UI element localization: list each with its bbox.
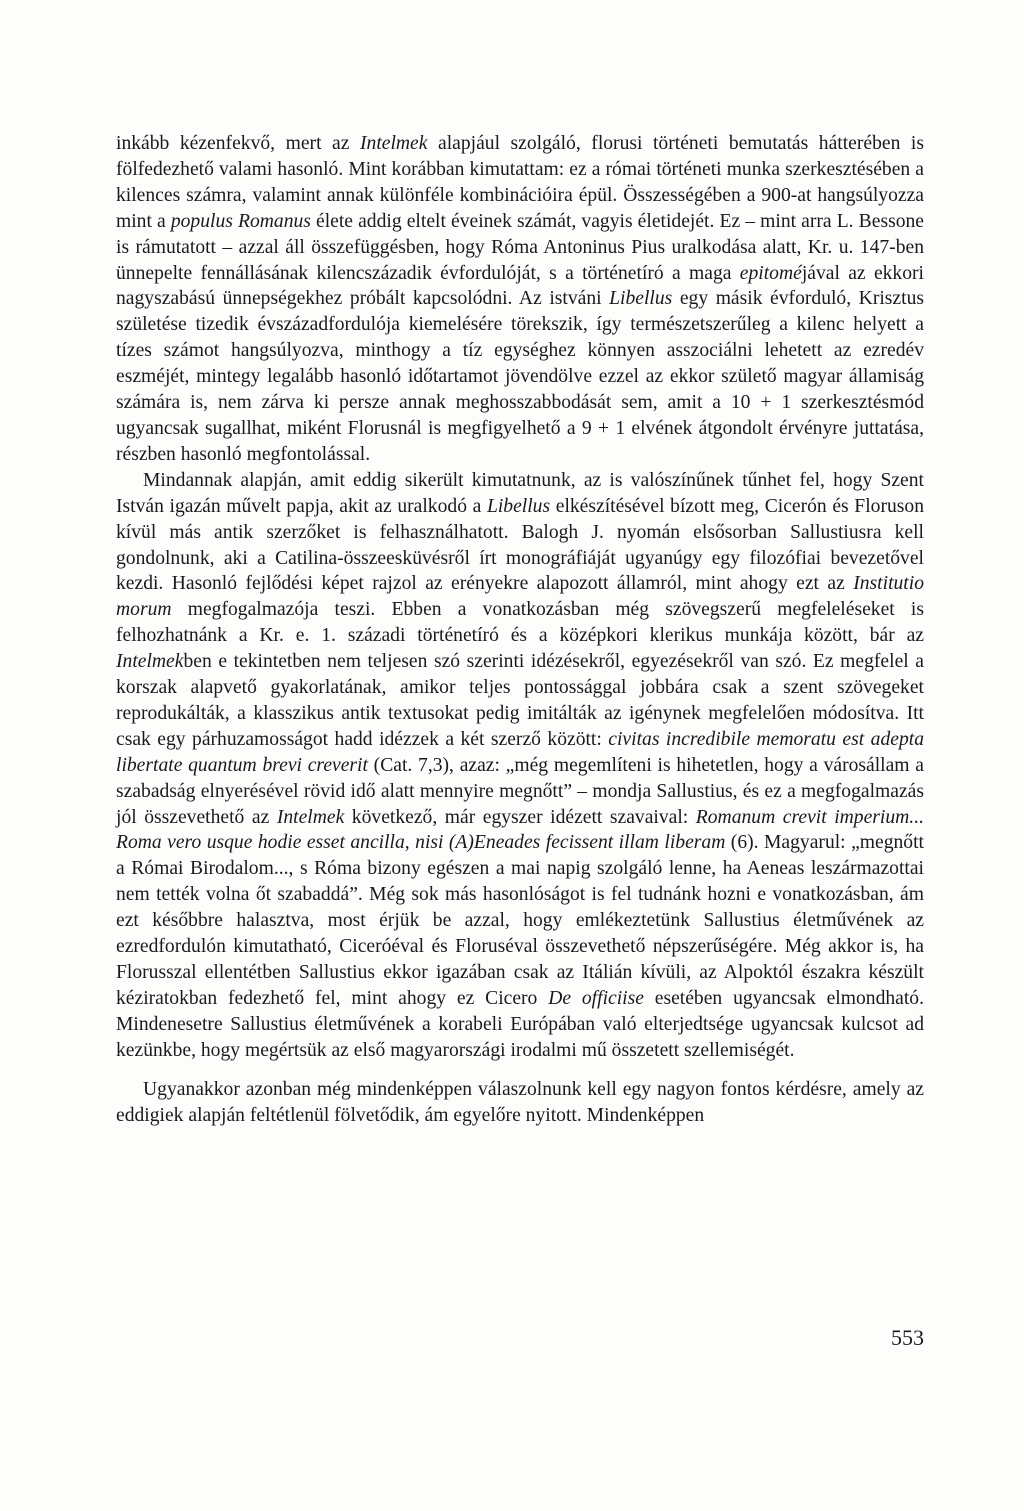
italic-text: Intelmek — [276, 806, 345, 828]
italic-text: Intelmek — [360, 133, 428, 154]
text-run: élete addig eltelt éveinek számát, vagyis életidejét. Ez – mint arra L. Bessone is rámutatott – azzal áll összefüggésben, hogy Róma Antoninus Pius uralkodása alatt, Kr. u. 147-ben ünnepelte fennállásának kilencszázadik évfordulóját, s a történetíró a maga — [116, 210, 924, 284]
italic-text: epitomé — [739, 262, 802, 284]
italic-text: Institutio morum — [116, 573, 924, 621]
text-run: esetében ugyancsak elmondható. Mindenesetre Sallustius életművének a korabeli Európában való elterjedtsége ugyancsak kulcsot ad kezünkbe, hogy megértsük az első magyarországi irodalmi mű összetett szellemiségét. — [116, 987, 925, 1061]
italic-text: Libellus — [609, 288, 673, 310]
text-run: következő, már egyszer idézett szavaival: — [344, 806, 696, 828]
italic-text: Romanum crevit imperium... Roma vero usque hodie esset ancilla, nisi (A)Eneades fecissent illam liberam — [116, 806, 924, 854]
text-run: elkészítésével bízott meg, Cicerón és Floruson kívül más antik szerzőket is felhasználhatott. Balogh J. nyomán elsősorban Sallustiusra kell gondolnunk, aki a Catilina-összeesküvésről írt monográfiáját ugyanúgy egy filozófiai bevezetővel kezdi. Hasonló fejlődési képet rajzol az erényekre alapozott államról, mint ahogy ezt az — [116, 495, 924, 595]
text-run: (6). Magyarul: „megnőtt a Római Birodalom..., s Róma bizony egészen a mai napig szolgáló lenne, ha Aeneas leszármazottai nem tették volna őt szabaddá”. Még sok más hasonlóságot is fel tudnánk hozni e vonatkozásban, ám ezt későbbre halasztva, most érjük be azzal, hogy emlékeztetünk Sallustius életművének az ezredfordulón kimutatható, Ciceróéval és Floruséval összevethető népszerűségére. Még akkor is, ha Florusszal ellentétben Sallustius ekkor igazában csak az Itálián kívüli, az Alpoktól északra készült kéziratokban fedezhető fel, mint ahogy ez Cicero — [116, 832, 924, 1009]
text-run: (Cat. 7,3), azaz: „még megemlíteni is hihetetlen, hogy a városállam a szabadság elnyerésével rövid idő alatt mennyire megnőtt” – mondja Sallustius, és ez a megfogalmazás jól összevethető az — [116, 754, 924, 828]
italic-text: Libellus — [486, 495, 551, 517]
paragraph — [116, 468, 924, 1064]
italic-text: civitas incredibile memoratu est adepta libertate quantum brevi creverit — [116, 728, 924, 776]
body-text — [116, 131, 924, 1128]
text-run: alapjául szolgáló, florusi történeti bemutatás hátterében is fölfedezhető valami hasonló. Mint korábban kimutattam: ez a római történeti munka szerkesztésében a kilences számra, valamint annak különféle kombinációira épül. Összességében a 900-at hangsúlyozza mint a — [116, 133, 924, 232]
paragraph — [116, 1077, 924, 1129]
paragraph — [116, 131, 924, 468]
page-number: 553 — [891, 1325, 924, 1350]
text-run: Mindannak alapján, amit eddig sikerült kimutatnunk, az is valószínűnek tűnhet fel, hogy Szent István igazán művelt papja, akit az uralkodó a — [116, 469, 924, 517]
italic-text: Intelmek — [116, 651, 184, 673]
text-run: Ugyanakkor azonban még mindenképpen válaszolnunk kell egy nagyon fontos kérdésre, amely az eddigiek alapján feltétlenül fölvetődik, ám egyelőre nyitott. Mindenképpen — [116, 1078, 924, 1126]
italic-text: populus Romanus — [170, 210, 311, 232]
text-run: egy másik évforduló, Krisztus születése tizedik évszázadfordulója kiemelésére törekszik, így természetszerűleg a kilenc helyett a tízes számot hangsúlyozva, minthogy a tíz egységhez könnyen asszociálni lehetett az ezredév eszméjét, mintegy legalább hasonló időtartamot jövendölve ezzel az ekkor születő magyar államiság számára is, nem zárva ki persze annak meghosszabbodását sem, amit a 10 + 1 szerkesztésmód ugyancsak sugallhat, miként Florusnál is megfigyelhető a 9 + 1 elvének átgondolt érvényre juttatása, részben hasonló megfontolással. — [116, 288, 924, 465]
text-run: megfogalmazója teszi. Ebben a vonatkozásban még szövegszerű megfeleléseket is felhozhatnánk a Kr. e. 1. századi történetíró és a középkori klerikus munkája között, bár az — [116, 599, 924, 647]
text-run: ben e tekintetben nem teljesen szó szerinti idézésekről, egyezésekről van szó. Ez megfelel a korszak alapvető gyakorlatának, amikor teljes pontossággal jobbára csak a szent szövegeket reprodukálták, a klasszikus antik textusokat pedig imitálták az igénynek megfelelően módosítva. Itt csak egy párhuzamosságot hadd idézzek a két szerző között: — [116, 651, 924, 750]
text-run: inkább kézenfekvő, mert az — [116, 133, 360, 154]
italic-text: De officiise — [548, 987, 644, 1009]
text-run: jával az ekkori nagyszabású ünnepségekhez próbált kapcsolódni. Az istváni — [116, 262, 924, 310]
